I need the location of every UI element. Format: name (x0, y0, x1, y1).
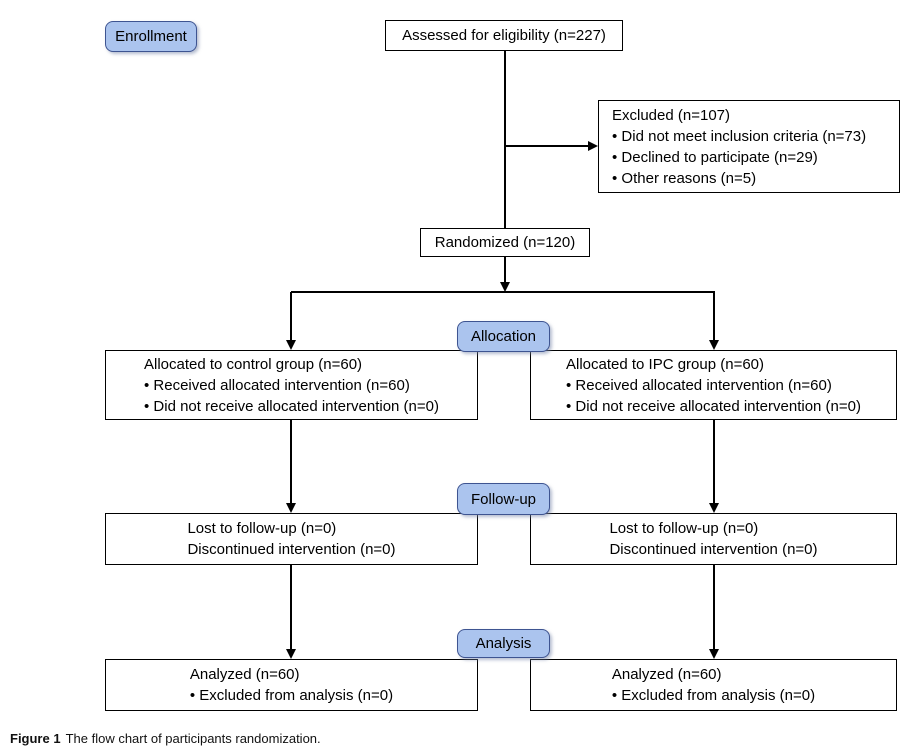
connector-assessed-to-randomized (504, 50, 506, 228)
analysis-ipc-item: • Excluded from analysis (n=0) (612, 685, 815, 706)
arrowhead-analysis-ipc (709, 649, 719, 659)
figure-caption-label: Figure 1 (10, 731, 61, 746)
connector-branch-to-ipc (713, 292, 715, 341)
connector-control-to-followup (290, 420, 292, 504)
followup-control-box (105, 513, 478, 565)
arrowhead-followup-ipc (709, 503, 719, 513)
assessed-text: Assessed for eligibility (n=227) (402, 27, 606, 44)
excluded-item: • Other reasons (n=5) (612, 168, 866, 189)
analysis-control-title: Analyzed (n=60) (189, 666, 300, 683)
stage-badge-allocation: Allocation (457, 321, 550, 352)
analysis-control-item: • Excluded from analysis (n=0) (190, 685, 393, 706)
branch-line (291, 291, 715, 293)
connector-branch-to-control (290, 292, 292, 341)
allocated-control-item: • Received allocated intervention (n=60) (144, 375, 439, 396)
stage-badge-analysis: Analysis (457, 629, 550, 658)
figure-caption-text: The flow chart of participants randomization. (65, 731, 321, 746)
arrowhead-followup-control (286, 503, 296, 513)
allocated-ipc-box (530, 350, 897, 420)
analysis-control-box (105, 659, 478, 711)
connector-ipc-to-analysis (713, 565, 715, 650)
arrowhead-analysis-control (286, 649, 296, 659)
connector-randomized-to-branch (504, 257, 506, 283)
allocated-ipc-title: Allocated to IPC group (n=60) (565, 355, 765, 373)
randomized-box (420, 228, 590, 257)
connector-to-excluded (505, 145, 589, 147)
allocated-ipc-item: • Received allocated intervention (n=60) (566, 375, 861, 396)
followup-ipc-line: Lost to follow-up (n=0) (609, 520, 759, 537)
excluded-item: • Declined to participate (n=29) (612, 147, 866, 168)
stage-badge-enrollment: Enrollment (105, 21, 197, 52)
connector-control-to-analysis (290, 565, 292, 650)
followup-control-line: Lost to follow-up (n=0) (187, 520, 337, 537)
analysis-ipc-title: Analyzed (n=60) (611, 666, 722, 683)
allocated-control-item: • Did not receive allocated intervention (n=0) (144, 396, 439, 417)
allocated-control-title: Allocated to control group (n=60) (143, 355, 363, 373)
followup-ipc-box (530, 513, 897, 565)
arrowhead-allocated-control (286, 340, 296, 350)
allocated-ipc-item: • Did not receive allocated intervention (n=0) (566, 396, 861, 417)
arrowhead-excluded (588, 141, 598, 151)
followup-control-line: Discontinued intervention (n=0) (187, 541, 396, 558)
allocated-control-box (105, 350, 478, 420)
stage-badge-followup: Follow-up (457, 483, 550, 515)
followup-ipc-line: Discontinued intervention (n=0) (609, 541, 818, 558)
assessed-box (385, 20, 623, 51)
figure-caption (10, 731, 321, 746)
analysis-ipc-box (530, 659, 897, 711)
excluded-title: Excluded (n=107) (612, 106, 730, 124)
excluded-box (598, 100, 900, 193)
excluded-item: • Did not meet inclusion criteria (n=73) (612, 126, 866, 147)
arrowhead-allocated-ipc (709, 340, 719, 350)
randomized-text: Randomized (n=120) (434, 234, 576, 251)
connector-ipc-to-followup (713, 420, 715, 504)
